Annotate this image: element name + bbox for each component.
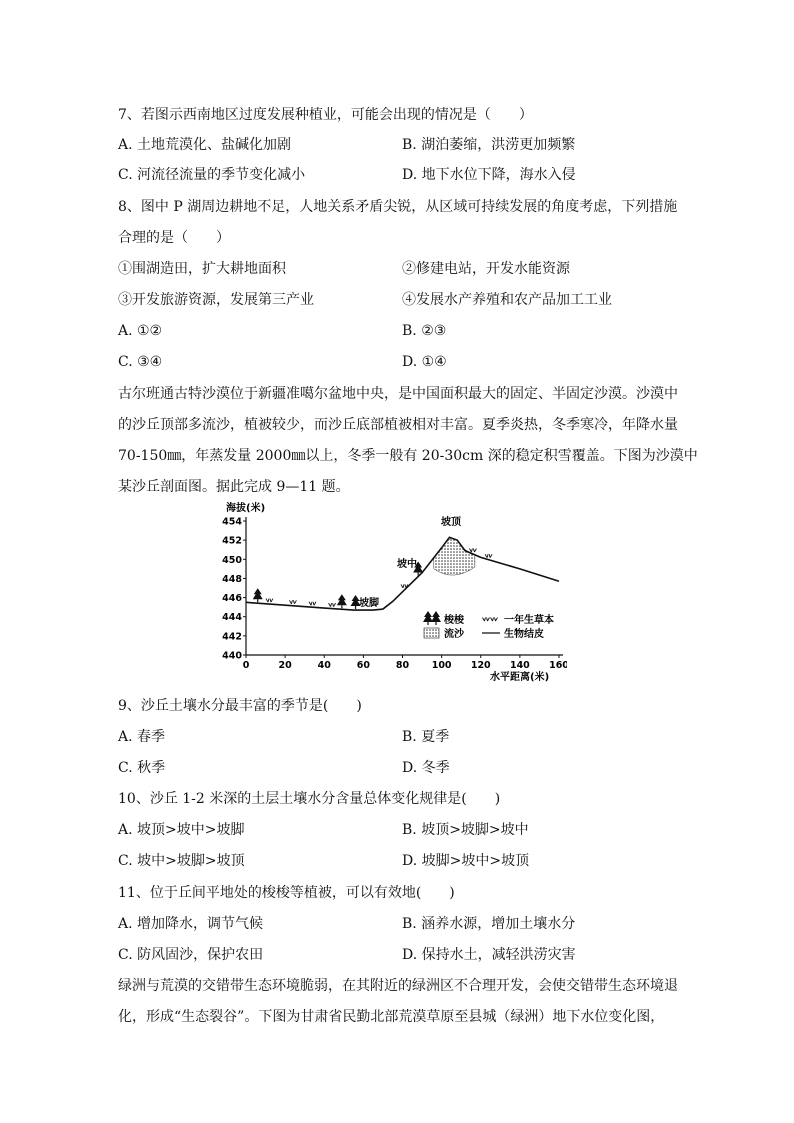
q7-option-b: B. 湖泊萎缩，洪涝更加频繁 [402, 137, 576, 153]
x-tick-label: 160 [549, 660, 567, 671]
grass-icon [491, 618, 498, 622]
y-tick-label: 448 [222, 573, 242, 585]
x-tick-label: 0 [242, 660, 250, 671]
q8-statement-3: ③开发旅游资源，发展第三产业 [118, 292, 314, 308]
q11-option-c: C. 防风固沙，保护农田 [118, 947, 264, 963]
q11-option-b: B. 涵养水源，增加土壤水分 [402, 916, 576, 932]
x-tick-label: 60 [356, 660, 370, 671]
label-slope-top: 坡顶 [441, 517, 461, 528]
grass-icon [289, 600, 296, 604]
tree-icon [423, 611, 441, 625]
y-tick-label: 454 [222, 516, 242, 528]
dune-curve-group [246, 537, 559, 610]
q9-option-b: B. 夏季 [402, 729, 450, 745]
q11-option-d: D. 保持水土，减轻洪涝灾害 [402, 947, 576, 963]
x-axis-title: 水平距离(米) [490, 672, 550, 682]
grass-icon [483, 618, 490, 622]
tree-icon [337, 594, 347, 608]
q8-option-a: A. ①② [118, 323, 163, 339]
x-tick-label: 120 [470, 660, 491, 671]
grass-icon [266, 599, 273, 603]
q8-option-d: D. ①④ [402, 354, 447, 370]
passage1-line4: 某沙丘剖面图。据此完成 9—11 题。 [118, 479, 350, 495]
grass-icon [485, 554, 492, 558]
tree-icon [431, 611, 441, 625]
legend-grass-label: 一年生草本 [504, 615, 554, 626]
sand-swatch-icon [424, 628, 439, 638]
y-tick-label: 440 [222, 650, 242, 662]
q8-statement-2: ②修建电站，开发水能资源 [402, 261, 570, 277]
q8-stem-line2: 合理的是（ ） [118, 230, 230, 246]
y-tick-label: 450 [222, 554, 242, 566]
x-tick-label: 20 [278, 660, 292, 671]
legend-crust-label: 生物结皮 [504, 629, 544, 640]
q8-statement-1: ①围湖造田，扩大耕地面积 [118, 261, 286, 277]
grass-icon [483, 618, 498, 622]
q9-option-d: D. 冬季 [402, 760, 450, 776]
grass-icon [309, 602, 316, 606]
x-tick-label: 140 [509, 660, 530, 671]
q8-statement-4: ④发展水产养殖和农产品加工工业 [402, 292, 612, 308]
q8-option-c: C. ③④ [118, 354, 163, 370]
y-tick-label: 452 [222, 535, 242, 547]
x-tick-label: 100 [431, 660, 452, 671]
q10-option-c: C. 坡中>坡脚>坡顶 [118, 853, 245, 869]
q7-option-c: C. 河流径流量的季节变化减小 [118, 167, 306, 183]
passage1-line1: 古尔班通古特沙漠位于新疆准噶尔盆地中央，是中国面积最大的固定、半固定沙漠。沙漠中 [118, 386, 678, 402]
legend-tree-label: 梭梭 [444, 615, 464, 626]
y-axis-title: 海拔(米) [226, 503, 266, 514]
x-tick-label: 40 [317, 660, 331, 671]
q10-option-d: D. 坡脚>坡中>坡顶 [402, 853, 530, 869]
label-slope-middle: 坡中 [397, 559, 417, 570]
drift-sand-area [434, 538, 475, 575]
q10-option-b: B. 坡顶>坡脚>坡中 [402, 822, 529, 838]
axes-group [222, 517, 567, 672]
q7-stem: 7、若图示西南地区过度发展种植业，可能会出现的情况是（ ） [118, 107, 533, 123]
q9-option-c: C. 秋季 [118, 760, 166, 776]
grass-icon [469, 549, 476, 553]
dune-profile-line [246, 537, 559, 610]
dune-profile-chart [222, 500, 567, 682]
y-tick-label: 442 [222, 631, 242, 643]
x-tick-label: 80 [395, 660, 410, 671]
passage1-line3: 70-150㎜，年蒸发量 2000㎜以上，冬季一般有 20-30cm 深的稳定积雪覆盖。下图为沙漠中 [118, 448, 698, 464]
q8-option-b: B. ②③ [402, 323, 447, 339]
grass-icon [329, 603, 336, 607]
q8-stem-line1: 8、图中 P 湖周边耕地不足，人地关系矛盾尖锐，从区域可持续发展的角度考虑，下列措施 [118, 199, 678, 215]
passage2-line2: 化，形成“生态裂谷”。下图为甘肃省民勤北部荒漠草原至县城（绿洲）地下水位变化图， [118, 1009, 665, 1025]
q11-stem: 11、位于丘间平地处的梭梭等植被，可以有效地( ) [118, 885, 455, 901]
dune-profile-figure [222, 500, 567, 682]
tree-icon [423, 611, 433, 625]
passage2-line1: 绿洲与荒漠的交错带生态环境脆弱，在其附近的绿洲区不合理开发，会使交错带生态环境退 [118, 978, 678, 994]
y-tick-label: 444 [222, 612, 242, 624]
q7-option-a: A. 土地荒漠化、盐碱化加剧 [118, 137, 292, 153]
q10-stem: 10、沙丘 1-2 米深的土层土壤水分含量总体变化规律是( ) [118, 791, 501, 807]
q10-option-a: A. 坡顶>坡中>坡脚 [118, 822, 245, 838]
q9-stem: 9、沙丘土壤水分最丰富的季节是( ) [118, 698, 362, 714]
drift-sand-group [434, 538, 475, 575]
q9-option-a: A. 春季 [118, 729, 166, 745]
q7-option-d: D. 地下水位下降，海水入侵 [402, 167, 576, 183]
chart-legend [423, 611, 554, 640]
passage1-line2: 的沙丘顶部多流沙，植被较少，而沙丘底部植被相对丰富。夏季炎热，冬季寒冷，年降水量 [118, 417, 678, 433]
y-tick-label: 446 [222, 593, 242, 605]
label-slope-foot: 坡脚 [359, 598, 379, 609]
tree-icon [253, 588, 263, 602]
legend-sand-label: 流沙 [444, 629, 464, 640]
q11-option-a: A. 增加降水，调节气候 [118, 916, 264, 932]
